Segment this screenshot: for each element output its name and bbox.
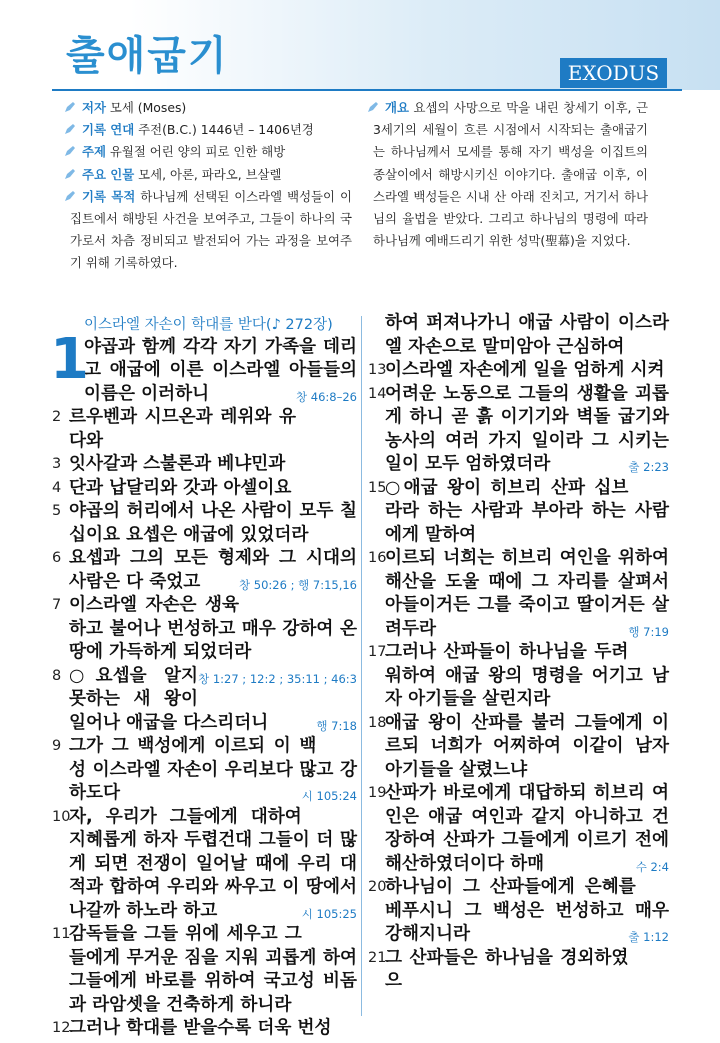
intro-author: 저자 모세 (Moses) xyxy=(70,97,352,119)
verse: 12 그러나 학대를 받을수록 더욱 번성 xyxy=(52,1017,357,1041)
verse: 2 르우벤과 시므온과 레위와 유다와 xyxy=(52,407,297,451)
intro-right xyxy=(373,97,648,252)
pen-icon xyxy=(64,101,76,113)
verse: 18 애굽 왕이 산파를 불러 그들에게 이르되 너희가 어찌하여 이같이 남자 아기들을 살렸느냐 xyxy=(368,712,669,780)
verse-number: 11 xyxy=(52,926,71,942)
pen-icon xyxy=(64,145,76,157)
verse-number: 5 xyxy=(52,503,62,519)
intro-left xyxy=(70,97,352,275)
book-title-korean: 출애굽기 xyxy=(66,33,229,79)
verse-number: 12 xyxy=(52,1020,71,1036)
verse-number: 8 xyxy=(52,667,62,684)
verse: 8 ○요셉을 알지 못하는 새 왕이 일어나 애굽을 다스리더니 행 7:18 xyxy=(52,665,357,736)
verse-number: 9 xyxy=(52,738,62,754)
text-column-left xyxy=(52,312,357,1041)
section-heading: 이스라엘 자손이 학대를 받다(♪ 272장) xyxy=(84,317,333,333)
chapter-number: 1 xyxy=(50,326,89,392)
intro-summary: 개요 요셉의 사망으로 막을 내린 창세기 이후, 근 3세기의 세월이 흐른 시점에서 시작되는 출애굽기는 하나님께서 모세를 통해 자기 백성을 이집트의 종살이에서 해방시키신 이야기다. 출애굽 이후, 이스라엘 백성들은 시내 산 아래 진치고, 거기서 하나님의 율법을 받았다. 그리고 하나님의 명령에 따라 하나님께 예배드리기 위한 성막(聖幕)을 지었다. xyxy=(373,97,648,252)
verse-number: 17 xyxy=(368,644,387,660)
cross-reference: 창 46:8–26 xyxy=(296,389,357,404)
verse: 3 잇사갈과 스불론과 베냐민과 xyxy=(52,453,357,477)
pen-icon xyxy=(64,168,76,180)
verse-number: 13 xyxy=(368,362,387,378)
pen-icon xyxy=(64,190,76,202)
verse-number: 19 xyxy=(368,785,387,801)
cross-reference: 행 7:18 xyxy=(316,718,357,733)
cross-reference: 창 1:27 ; 12:2 ; 35:11 ; 46:3 xyxy=(198,671,357,686)
verse: 20 하나님이 그 산파들에게 은혜를 베푸시니 그 백성은 번성하고 매우 강해지니라 출 1:12 xyxy=(368,876,669,947)
verse: 14 어려운 노동으로 그들의 생활을 괴롭게 하니 곧 흙 이기기와 벽돌 굽기와 농사의 여러 가지 일이라 그 시키는 일이 모두 엄하였더라 출 2:23 xyxy=(368,383,669,477)
verse: 15 ○애굽 왕이 히브리 산파 십브라라 하는 사람과 부아라 하는 사람에게 말하여 xyxy=(368,477,669,545)
verse: 11 감독들을 그들 위에 세우고 그들에게 무거운 짐을 지워 괴롭게 하여 그들에게 바로를 위하여 국고성 비돔과 라암셋을 건축하게 하니라 xyxy=(52,924,357,1015)
verse-number: 21 xyxy=(368,949,387,966)
cross-reference: 출 2:23 xyxy=(628,460,669,474)
verse-continuation: 하여 퍼져나가니 애굽 사람이 이스라엘 자손으로 말미암아 근심하여 xyxy=(385,313,669,357)
verse-number: 14 xyxy=(368,385,387,402)
verse: 21 그 산파들은 하나님을 경외하였으 xyxy=(368,947,629,991)
verse: 17 그러나 산파들이 하나님을 두려워하여 애굽 왕의 명령을 어기고 남자 아기들을 살린지라 xyxy=(368,642,669,709)
cross-reference: 창 50:26 ; 행 7:15,16 xyxy=(239,577,357,592)
verse-number: 16 xyxy=(368,550,387,566)
verse-number: 4 xyxy=(52,479,62,496)
verse-number: 6 xyxy=(52,550,62,566)
verse-number: 10 xyxy=(52,808,71,825)
intro-characters: 주요 인물 모세, 아론, 파라오, 브살렐 xyxy=(70,164,352,186)
verse: 4 단과 납달리와 갓과 아셀이요 xyxy=(52,477,357,501)
pen-icon xyxy=(367,101,379,113)
cross-reference: 수 2:4 xyxy=(635,859,669,874)
verse: 7 이스라엘 자손은 생육하고 불어나 번성하고 매우 강하여 온 땅에 가득하게 되었더라 창 1:27 ; 12:2 ; 35:11 ; 46:3 xyxy=(52,594,357,665)
verse-number: 20 xyxy=(368,879,387,895)
verse-1: 1 야곱과 함께 각각 자기 가족을 데리고 애굽에 이른 이스라엘 아들들의 이름은 이러하니 창 46:8–26 xyxy=(52,336,357,407)
intro-date: 기록 연대 주전(B.C.) 1446년 – 1406년경 xyxy=(70,119,352,141)
verse: 13 이스라엘 자손에게 일을 엄하게 시켜 xyxy=(368,359,669,383)
cross-reference: 출 1:12 xyxy=(628,930,669,944)
column-divider xyxy=(361,316,362,1016)
verse-number: 3 xyxy=(52,456,62,472)
cross-reference: 행 7:19 xyxy=(628,624,669,639)
verse: 6 요셉과 그의 모든 형제와 그 시대의 사람은 다 죽었고 창 50:26 ; 행 7:15,16 xyxy=(52,547,357,594)
pen-icon xyxy=(64,123,76,135)
header-rule xyxy=(52,89,682,91)
verse-number: 7 xyxy=(52,597,62,613)
verse: 10 자, 우리가 그들에게 대하여 지혜롭게 하자 두렵건대 그들이 더 많게 되면 전쟁이 일어날 때에 우리 대적과 합하여 우리와 싸우고 이 땅에서 나갈까 하노라 하고 시 105:25 xyxy=(52,806,357,924)
verse: 19 산파가 바로에게 대답하되 히브리 여인은 애굽 여인과 같지 아니하고 건장하여 산파가 그들에게 이르기 전에 해산하였더이다 하매 수 2:4 xyxy=(368,782,669,876)
verse-number: 18 xyxy=(368,714,387,731)
text-column-right xyxy=(368,312,669,994)
intro-theme: 주제 유월절 어린 양의 피로 인한 해방 xyxy=(70,141,352,163)
page-header xyxy=(0,0,720,90)
verse-number: 2 xyxy=(52,409,62,425)
verse: 5 야곱의 허리에서 나온 사람이 모두 칠십이요 요셉은 애굽에 있었더라 xyxy=(52,501,357,545)
verse: 9 그가 그 백성에게 이르되 이 백성 이스라엘 자손이 우리보다 많고 강하도다 시 105:24 xyxy=(52,735,357,806)
cross-reference: 시 105:24 xyxy=(301,789,357,803)
book-title-english: EXODUS xyxy=(560,58,667,88)
intro-purpose: 기록 목적 하나님께 선택된 이스라엘 백성들이 이집트에서 해방된 사건을 보여주고, 그들이 하나의 국가로서 차츰 정비되고 발전되어 가는 과정을 보여주기 위해 기록하였다. xyxy=(70,186,352,275)
verse: 16 이르되 너희는 히브리 여인을 위하여 해산을 도울 때에 그 자리를 살펴서 아들이거든 그를 죽이고 딸이거든 살려두라 행 7:19 xyxy=(368,547,669,641)
cross-reference: 시 105:25 xyxy=(301,906,357,921)
verse-number: 15 xyxy=(368,479,387,496)
